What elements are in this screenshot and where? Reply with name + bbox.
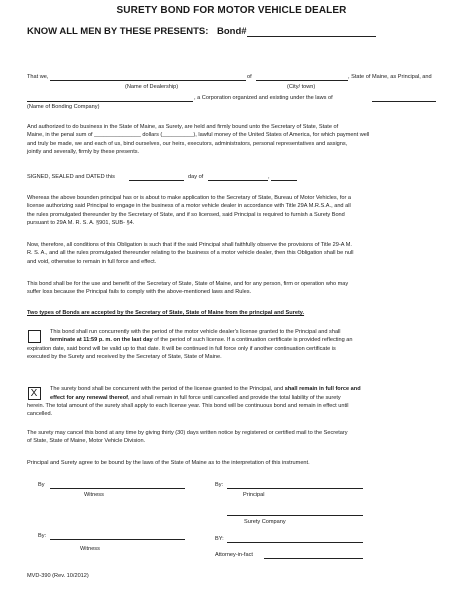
witness2-signature-field[interactable] <box>50 539 185 540</box>
day-of-label: day of <box>188 174 204 180</box>
use-benefit-paragraph <box>27 280 348 297</box>
two-types-heading: Two types of Bonds are accepted by the Secretary of State, State of Maine from the principal and Surety. <box>27 310 305 316</box>
bold-text: terminate at 11:59 p. m. on the last day <box>50 337 153 343</box>
bold-text: effect for any renewal thereof <box>50 395 129 401</box>
surety-company-field[interactable] <box>227 515 363 516</box>
principal-caption: Principal <box>243 492 265 498</box>
attorney-in-fact-label: Attorney-in-fact <box>215 552 253 558</box>
text-line: This bond shall be for the use and benefit of the Secretary of State, State of Maine, and for any person, firm or operation who may <box>27 281 349 287</box>
surety-company-caption: Surety Company <box>244 519 286 525</box>
text-line: pursuant to 29A M. R. S. A. §901, SUB- §4. <box>27 219 135 226</box>
text-line: Whereas the above bounden principal has or is about to make application to the Secretary of State, Bureau of Motor Vehicles, for a <box>27 195 352 201</box>
witness2-caption: Witness <box>80 546 100 552</box>
now-therefore-paragraph <box>27 241 354 266</box>
dealership-name-field[interactable] <box>50 80 246 81</box>
text-line: This bond shall run concurrently with the period of the motor vehicle dealer's license granted to the Principal and shall <box>50 329 341 335</box>
state-principal-label: , State of Maine, as Principal, and <box>348 74 432 80</box>
text-run: , and shall remain in full force until cancelled and provide the total liability of the surety <box>128 395 341 401</box>
cancel-paragraph <box>27 429 348 446</box>
text-line: The surety may cancel this bond at any time by giving thirty (30) days written notice by registered or certified mail to the Secretary <box>27 430 348 436</box>
signed-day-field[interactable] <box>129 180 184 181</box>
state-of-laws-field[interactable] <box>372 101 436 102</box>
city-town-field[interactable] <box>256 80 348 81</box>
text-line: the rules promulgated thereunder by the Secretary of State, and if so licensed, said Principal is required to furnish a Surety Bond <box>27 211 345 218</box>
bold-text: shall remain in full force and <box>284 386 361 392</box>
obligation-paragraph <box>27 123 369 156</box>
text-line: cancelled. <box>27 411 53 418</box>
by-attorney-label: BY: <box>215 536 224 542</box>
whereas-paragraph <box>27 194 351 227</box>
text-line: license authorizing said Principal to engage in the business of a motor vehicle dealer in accordance with Title 29A M.R.S.A., and all <box>27 203 351 210</box>
form-title: SURETY BOND FOR MOTOR VEHICLE DEALER <box>116 5 347 16</box>
form-number: MVD-390 (Rev. 10/2012) <box>27 573 89 579</box>
text-line: herein. The total amount of the surety shall apply to each license year. This bond will be continuous bond and remain in effect until <box>27 403 349 409</box>
text-line: Now, therefore, all conditions of this Obligation is such that if the said Principal shall faithfully observe the provisions of Title 29-A M. <box>27 242 352 248</box>
text-line: of State, State of Maine, Motor Vehicle Division. <box>27 438 146 445</box>
text-line: and truly be made, we and each of us, bind ourselves, our heirs, executors, administrators, personal representatives and assigns, <box>27 140 348 147</box>
by-witness2-label: By: <box>38 533 47 539</box>
option1-checkbox[interactable] <box>28 330 41 343</box>
option1-text-line2 <box>50 336 353 344</box>
text-line: suffer loss because the Principal fails to comply with the above-mentioned laws and Rules. <box>27 289 252 296</box>
text-line: and void, otherwise to remain in full force and effect. <box>27 258 157 265</box>
option2-text-rest <box>27 402 349 419</box>
by-principal-label: By: <box>215 482 224 488</box>
option2-text <box>50 385 361 393</box>
name-dealership-caption: (Name of Dealership) <box>125 84 179 90</box>
by-witness-label: By <box>38 482 45 488</box>
option1-text-rest <box>27 345 336 362</box>
agreement-paragraph <box>27 459 310 467</box>
bonding-company-field[interactable] <box>27 101 193 102</box>
bond-number-label: Bond# <box>217 26 247 37</box>
text-line: R. S. A., and all the rules promulgated thereunder relating to the business of a motor vehicle dealer, then this Obligation shall be null <box>27 250 354 257</box>
witness-signature-field[interactable] <box>50 488 185 489</box>
city-town-caption: (City/ town) <box>287 84 316 90</box>
comma-label: , <box>268 174 270 180</box>
attorney-in-fact-field[interactable] <box>264 558 363 559</box>
corporation-label: , a Corporation organized and existing under the laws of <box>194 95 333 101</box>
text-run: The surety bond shall be concurrent with the period of the license granted to the Principal, and <box>50 386 285 392</box>
witness-caption: Witness <box>84 492 104 498</box>
principal-signature-field[interactable] <box>227 488 363 489</box>
bond-number-field[interactable] <box>247 36 376 37</box>
text-line: Maine, in the penal sum of _______________ dollars (__________), lawful money of the United States of America, for which payment well <box>27 132 370 139</box>
text-line: And authorized to do business in the State of Maine, as Surety, are held and firmly bound unto the Secretary of State, State of <box>27 124 339 130</box>
text-line: expiration date, said bond will be valid up to that date. It will be continued in full force only if another continuation certificate is <box>27 346 336 352</box>
bonding-company-caption: (Name of Bonding Company) <box>27 104 100 110</box>
signed-sealed-label: SIGNED, SEALED and DATED this <box>27 174 115 180</box>
text-line: executed by the Surety and received by the Secretary of State, State of Maine. <box>27 354 222 361</box>
that-we-label: That we, <box>27 74 49 80</box>
checkbox-x-mark: X <box>30 387 38 399</box>
signed-year-field[interactable] <box>271 180 297 181</box>
text-run: of the period of such license. If a continuation certificate is provided reflecting an <box>152 337 353 343</box>
of-label: of <box>247 74 252 80</box>
know-all-heading: KNOW ALL MEN BY THESE PRESENTS: <box>27 26 209 37</box>
signed-month-field[interactable] <box>208 180 268 181</box>
attorney-signature-field[interactable] <box>227 542 363 543</box>
text-line: Principal and Surety agree to be bound by the laws of the State of Maine as to the interpretation of this instrument. <box>27 460 310 466</box>
text-line: jointly and severally, firmly by these presents. <box>27 148 140 155</box>
